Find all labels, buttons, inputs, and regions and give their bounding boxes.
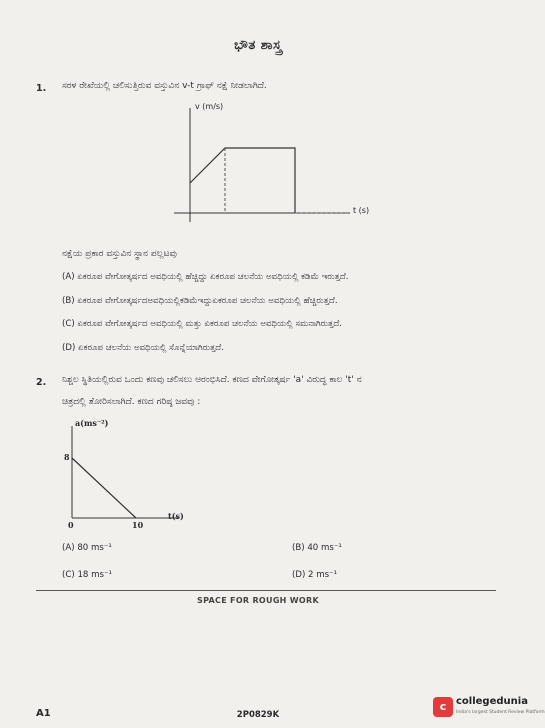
q1-text: ಸರಳ ರೇಖೆಯಲ್ಲಿ ಚಲಿಸುತ್ತಿರುವ ವಸ್ತುವಿನ v-t ಗ್ರಾಫ್ ನಕ್ಷೆ ನೀಡಲಾಗಿದೆ. xyxy=(62,81,267,91)
q2-text-line1: ನಿಶ್ಚಲ ಸ್ಥಿತಿಯಲ್ಲಿರುವ ಒಂದು ಕಣವು ಚಲಿಸಲು ಆರಂಭಿಸಿದೆ. ಕಣದ ವೇಗೋತ್ಕರ್ಷ 'a' ವಿರುದ್ಧ ಕಾಲ 't' ನ xyxy=(62,375,362,385)
q1-prompt: ನಕ್ಷೆಯ ಪ್ರಕಾರ ವಸ್ತುವಿನ ಸ್ಥಾನ ಪಲ್ಲಟವು xyxy=(62,249,177,259)
q2-graph-xlabel: t(s) xyxy=(168,511,184,521)
q1-graph-ylabel: v (m/s) xyxy=(195,102,224,111)
q2-text-line2: ಚಿತ್ರದಲ್ಲಿ ತೋರಿಸಲಾಗಿದೆ. ಕಣದ ಗರಿಷ್ಠ ಜವವು : xyxy=(62,397,201,407)
q2-number: 2. xyxy=(36,377,47,388)
q2-graph-ytick: 8 xyxy=(64,452,70,462)
q1-number: 1. xyxy=(36,83,47,94)
q1-graph-xlabel: t (s) xyxy=(353,206,370,215)
logo-name: collegedunia xyxy=(456,696,528,707)
q2-option-d: (D) 2 ms⁻¹ xyxy=(292,570,338,580)
q2-graph-origin: 0 xyxy=(68,520,74,530)
q1-velocity-line xyxy=(190,148,295,213)
page-title: ಭೌತ ಶಾಸ್ತ್ರ xyxy=(234,38,282,53)
q2-graph-xtick: 10 xyxy=(132,520,144,530)
q2-acceleration-line xyxy=(72,458,136,518)
q1-option-a: (A) ಏಕರೂಪ ವೇಗೋತ್ಕರ್ಷದ ಅವಧಿಯಲ್ಲಿ ಹೆಚ್ಚಿದ್ದು ಏಕರೂಪ ಚಲನೆಯ ಅವಧಿಯಲ್ಲಿ ಕಡಿಮೆ ಇರುತ್ತದೆ. xyxy=(62,272,349,282)
q1-option-c: (C) ಏಕರೂಪ ವೇಗೋತ್ಕರ್ಷದ ಅವಧಿಯಲ್ಲಿ ಮತ್ತು ಏಕರೂಪ ಚಲನೆಯ ಅವಧಿಯಲ್ಲಿ ಸಮನಾಗಿರುತ್ತದೆ. xyxy=(62,319,342,329)
q2-graph-ylabel: a(ms⁻²) xyxy=(75,418,109,428)
page-code-left: A1 xyxy=(36,708,51,719)
divider-line xyxy=(36,590,496,591)
collegedunia-logo-icon: c xyxy=(433,697,453,717)
q2-option-c: (C) 18 ms⁻¹ xyxy=(62,570,112,580)
logo-tagline: India's largest Student Review Platform xyxy=(456,710,545,715)
q1-option-d: (D) ಏಕರೂಪ ಚಲನೆಯ ಅವಧಿಯಲ್ಲಿ ಸೊನ್ನೆಯಾಗಿರುತ್ತದೆ. xyxy=(62,343,224,353)
collegedunia-logo xyxy=(433,694,545,722)
q2-option-a: (A) 80 ms⁻¹ xyxy=(62,543,112,553)
rough-work-label: SPACE FOR ROUGH WORK xyxy=(197,596,319,605)
q1-option-b: (B) ಏಕರೂಪ ವೇಗೋತ್ಕರ್ಷದಅವಧಿಯಲ್ಲಿಕಡಿಮೆಇದ್ದುಏಕರೂಪ ಚಲನೆಯ ಅವಧಿಯಲ್ಲಿ ಹೆಚ್ಚಿರುತ್ತದೆ. xyxy=(62,296,338,306)
q2-option-b: (B) 40 ms⁻¹ xyxy=(292,543,342,553)
paper-code: 2P0829K xyxy=(236,710,280,720)
